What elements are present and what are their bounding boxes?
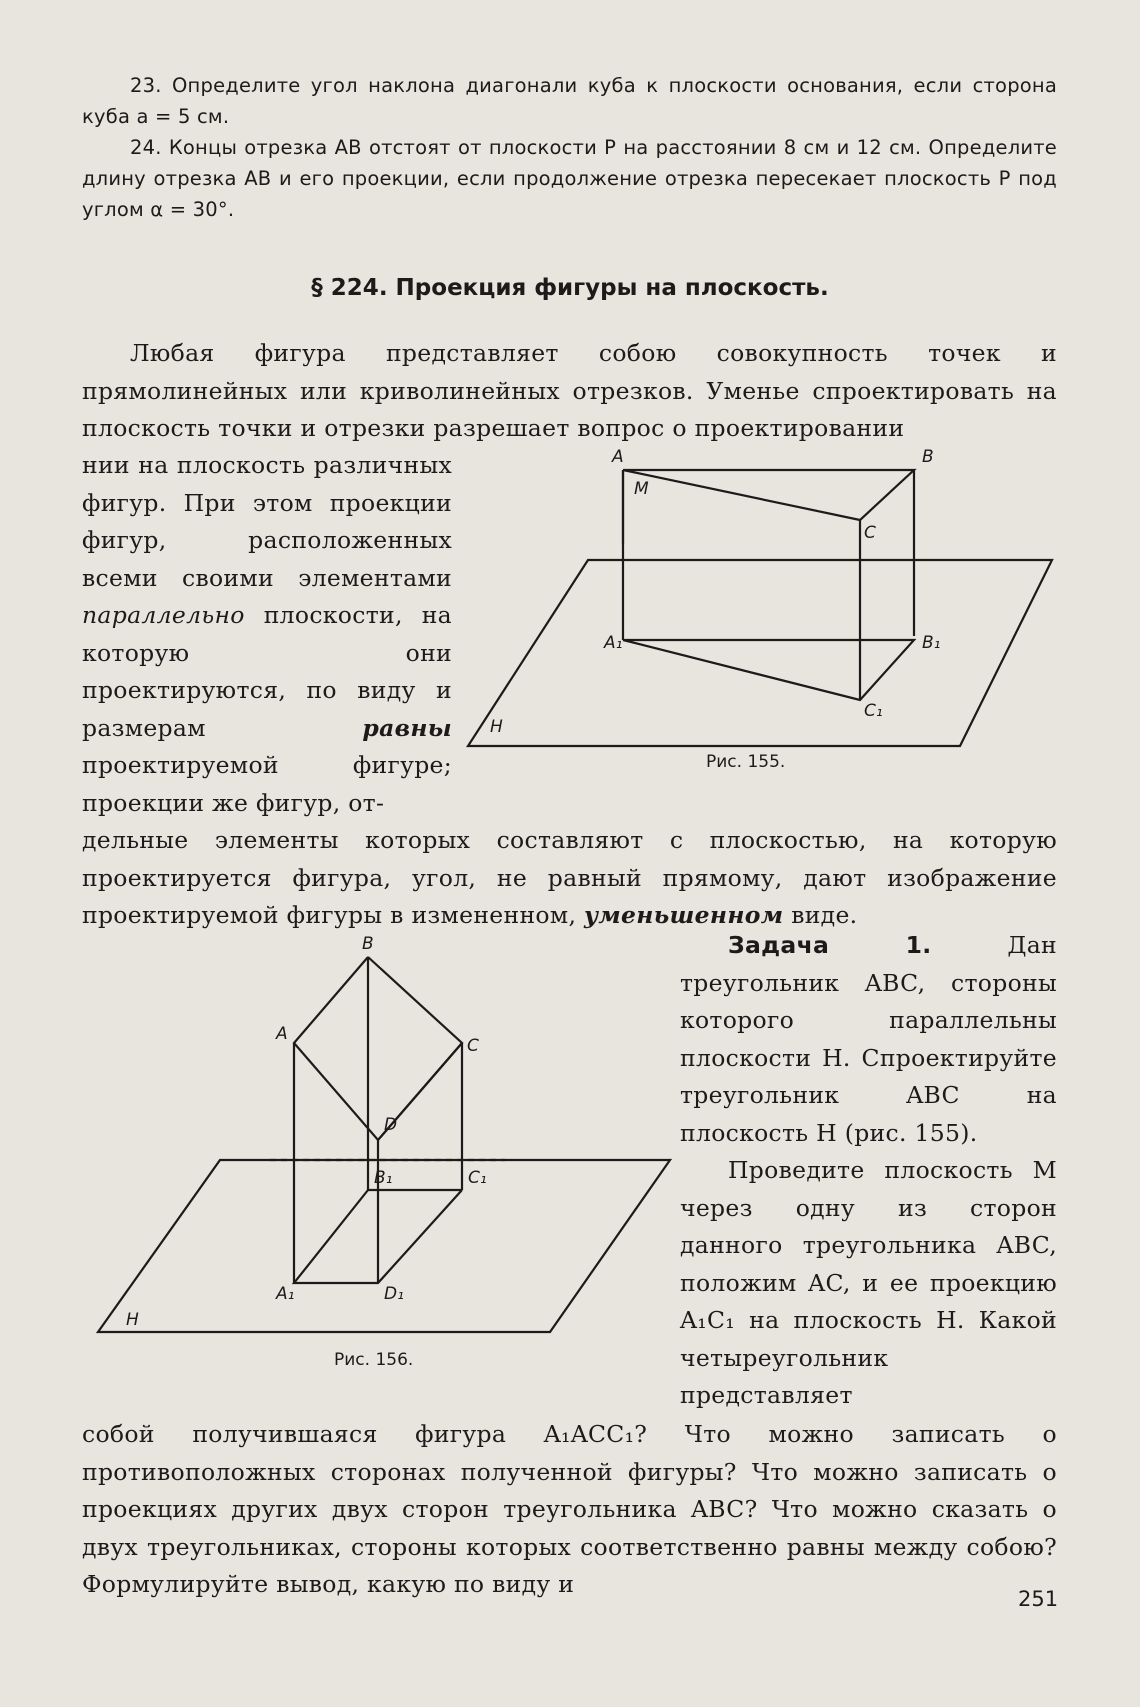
paragraph-wrap-left	[82, 447, 452, 822]
label-a1: A₁	[276, 1284, 295, 1304]
plane-h	[468, 560, 1052, 746]
paragraph-intro	[82, 335, 1057, 448]
figure-156	[90, 935, 680, 1355]
wrap-text-2: плоскости, на которую они проектируются, по виду и размерам	[82, 601, 452, 742]
figure-155	[460, 440, 1060, 780]
task-label: Задача 1.	[728, 931, 932, 959]
paragraph-intro-text: Любая фигура представляет собою совокупность точек и прямолинейных или криволинейных отрезков. Уменье спроектировать на плоскость точки и отрезки разрешает вопрос о проектировании	[82, 339, 1057, 442]
triangle-abc	[623, 470, 914, 520]
italic-equal: равны	[362, 713, 452, 742]
label-a1: A₁	[604, 633, 623, 653]
label-b: B	[922, 447, 934, 467]
triangle-a1b1c1	[623, 640, 914, 700]
caption-156: Рис. 156.	[334, 1350, 414, 1370]
label-a: A	[276, 1024, 288, 1044]
label-d1: D₁	[384, 1284, 404, 1304]
square-abcd	[294, 957, 462, 1140]
page-number: 251	[1018, 1587, 1059, 1611]
caption-155: Рис. 155.	[706, 752, 786, 772]
after-text-1: дельные элементы которых составляют с плоскостью, на которую проектируется фигура, угол, не равный прямому, дают изображение проектируемой фигуры в измененном,	[82, 826, 1057, 929]
label-a: A	[612, 447, 624, 467]
label-c: C	[864, 523, 876, 543]
after-text-2: виде.	[791, 901, 858, 929]
label-h: H	[126, 1310, 139, 1330]
task-text: Дан треугольник ABC, стороны которого параллельны плоскости H. Спроектируйте треугольник ABC на плоскость H (рис. 155).	[680, 931, 1057, 1147]
label-b1: B₁	[374, 1168, 393, 1188]
section-heading: § 224. Проекция фигуры на плоскость.	[311, 275, 829, 301]
exercise-number: 23.	[130, 74, 162, 97]
exercise-24	[82, 132, 1057, 225]
task-wrap-right	[680, 927, 1057, 1415]
italic-reduced: уменьшенном	[584, 901, 784, 929]
italic-parallel: параллельно	[82, 601, 245, 629]
label-b: B	[362, 935, 374, 954]
exercise-23	[82, 70, 1057, 132]
wrap-text-3: проектируемой фигуре; проекции же фигур, от-	[82, 751, 452, 817]
label-d: D	[384, 1115, 398, 1135]
exercise-number: 24.	[130, 136, 162, 159]
task-text-2: Проведите плоскость M через одну из сторон данного треугольника ABC, положим AC, и ее проекцию A₁C₁ на плоскость H. Какой четыреугольник представляет	[680, 1156, 1057, 1409]
task-after: собой получившаяся фигура A₁ACC₁? Что можно записать о противоположных сторонах полученной фигуры? Что можно записать о проекциях других двух сторон треугольника ABC? Что можно сказать о двух треугольниках, стороны которых соответственно равны между собою? Формулируйте вывод, какую по виду и	[82, 1420, 1057, 1598]
label-c1: C₁	[468, 1168, 487, 1188]
label-h: H	[490, 717, 503, 737]
label-m: M	[634, 479, 649, 499]
exercise-text: Определите угол наклона диагонали куба к плоскости основания, если сторона куба a = 5 см.	[82, 74, 1057, 128]
wrap-text-1: нии на плоскость различных фигур. При этом проекции фигур, расположенных всеми своими элементами	[82, 451, 452, 592]
label-b1: B₁	[922, 633, 941, 653]
label-c1: C₁	[864, 701, 883, 721]
exercise-text: Концы отрезка AB отстоят от плоскости P на расстоянии 8 см и 12 см. Определите длину отрезка AB и его проекции, если продолжение отрезка пересекает плоскость P под углом α = 30°.	[82, 136, 1057, 221]
label-c: C	[467, 1036, 479, 1056]
paragraph-after-fig155	[82, 822, 1057, 935]
